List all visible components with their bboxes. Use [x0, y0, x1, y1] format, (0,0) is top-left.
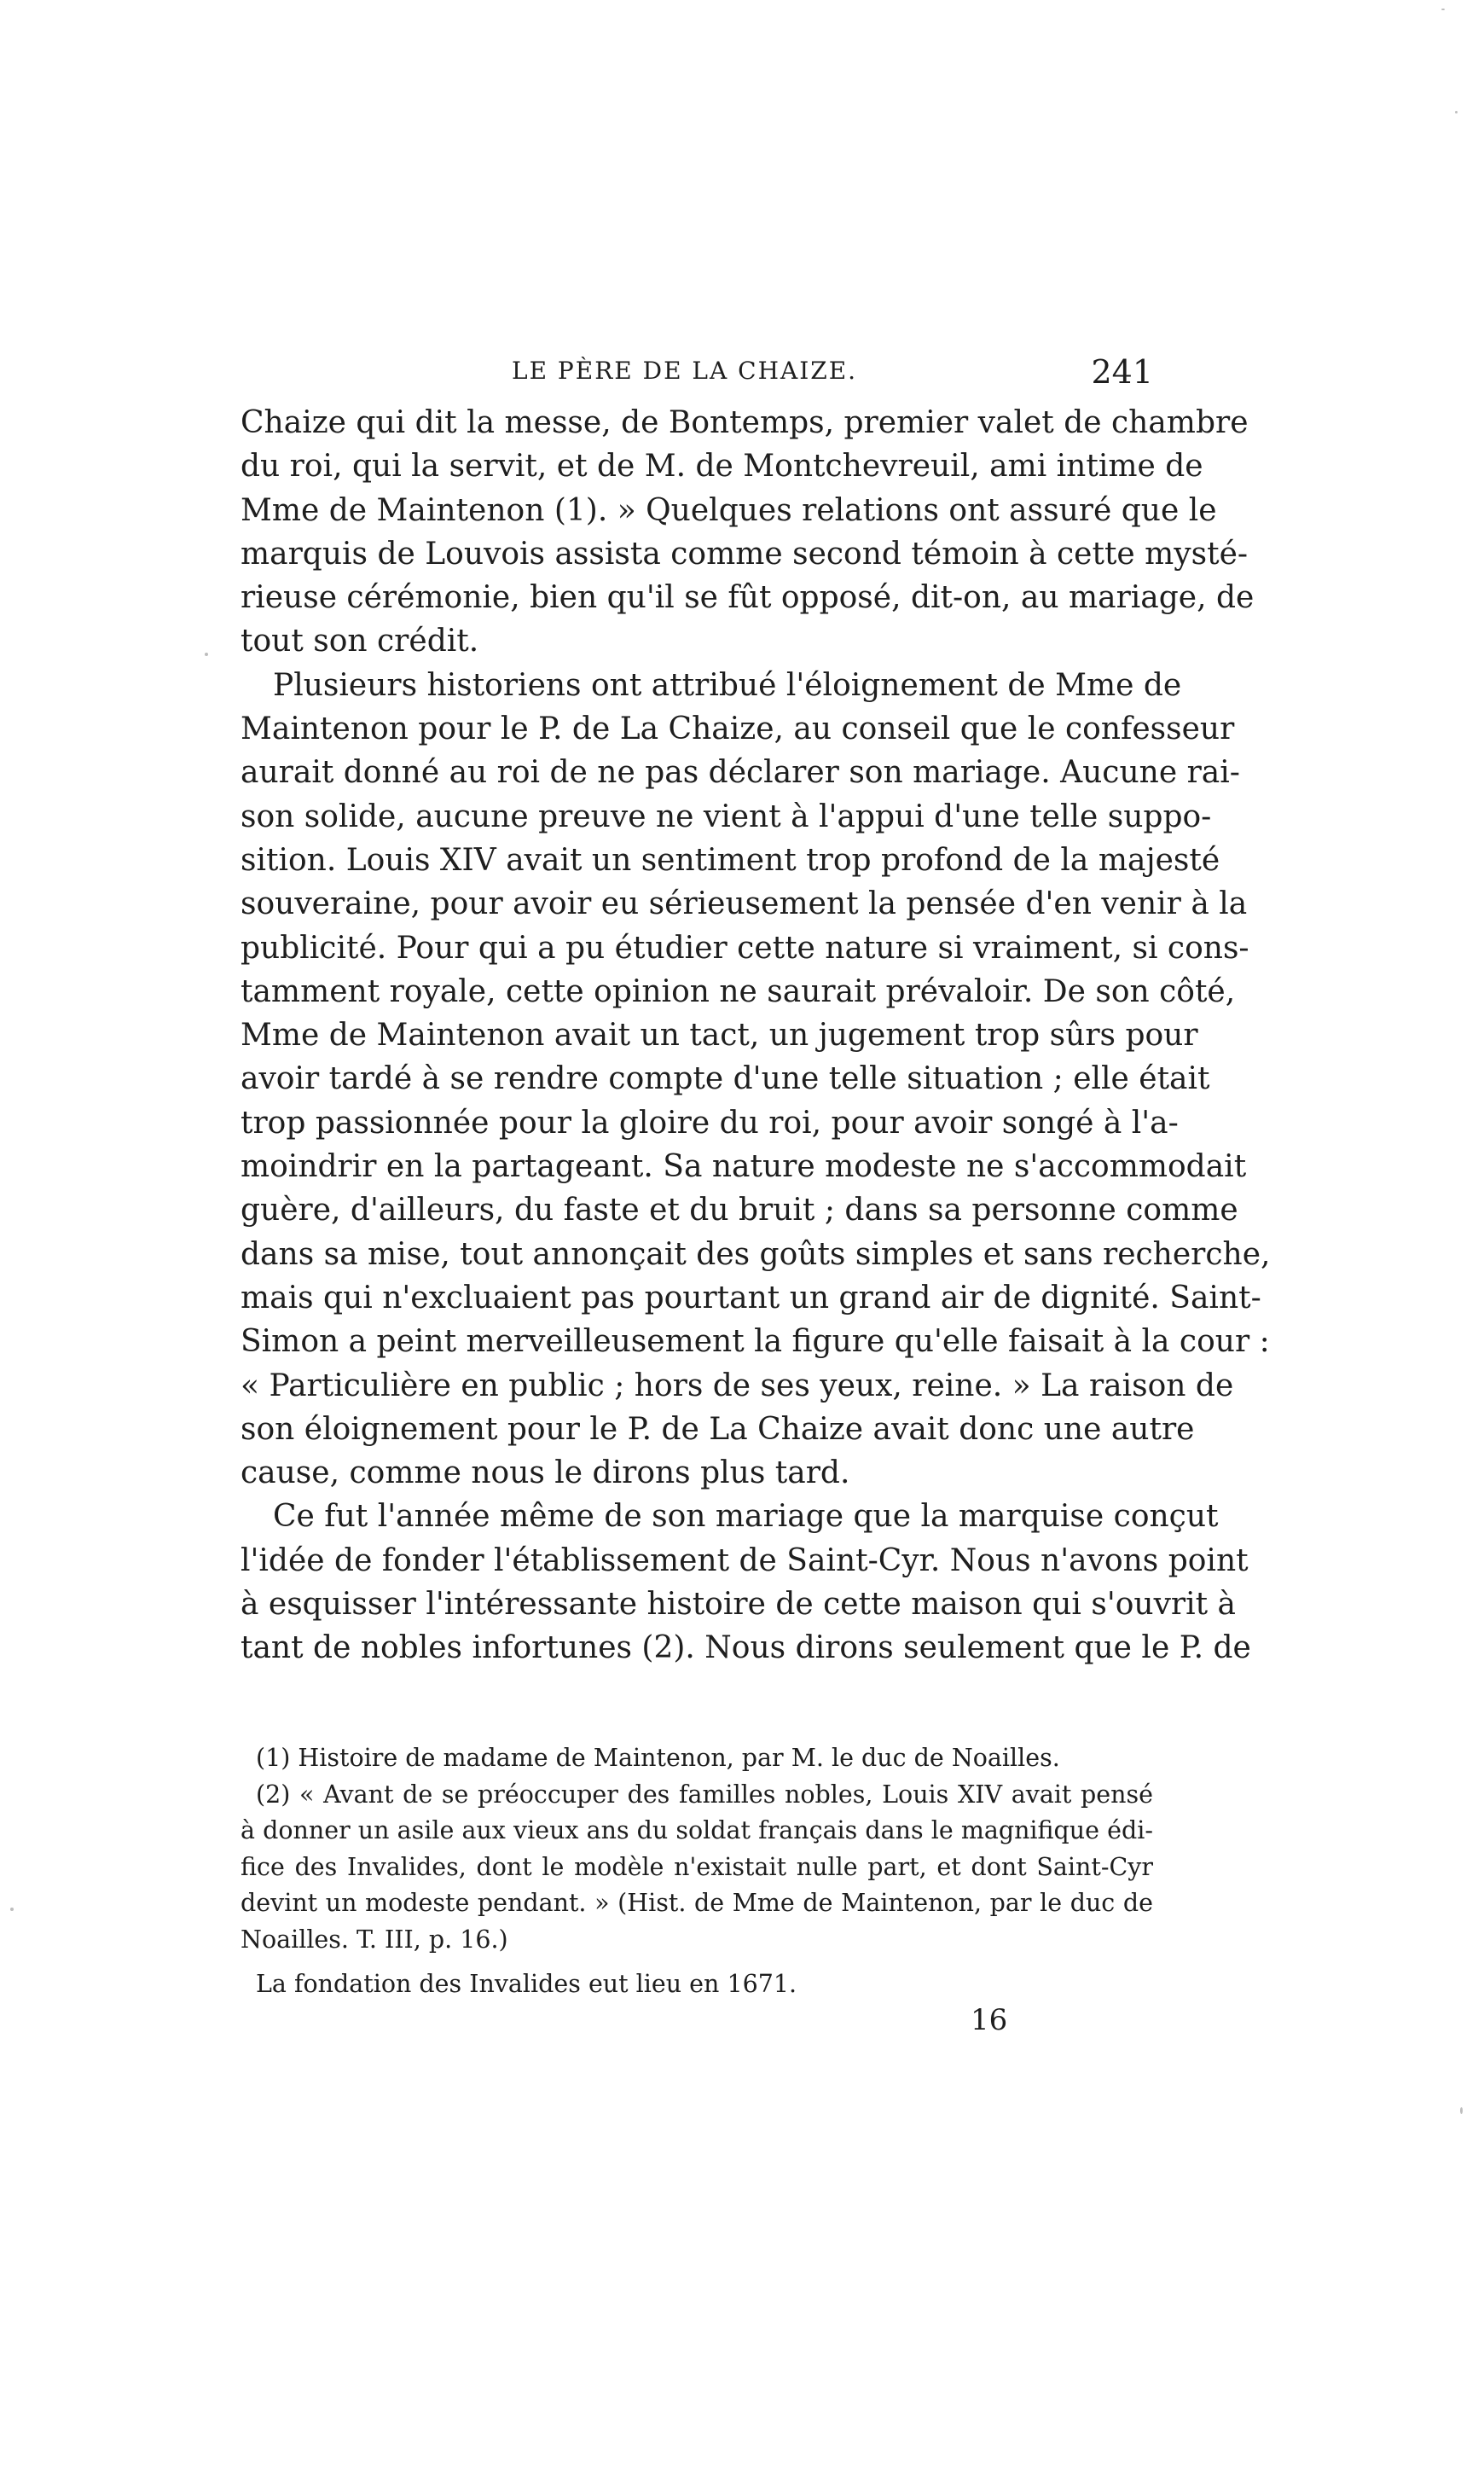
footnote-line: Noailles. T. III, p. 16.)	[241, 1925, 508, 1954]
text-line: Mme de Maintenon (1). » Quelques relations ont assuré que le	[241, 492, 1217, 528]
text-line: aurait donné au roi de ne pas déclarer son mariage. Aucune rai-	[241, 755, 1240, 791]
text-line: Simon a peint merveilleusement la figure qu'elle faisait à la cour :	[241, 1324, 1270, 1360]
text-line: du roi, qui la servit, et de M. de Montchevreuil, ami intime de	[241, 449, 1203, 485]
text-line: Ce fut l'année même de son mariage que la marquise conçut	[273, 1499, 1219, 1535]
text-line: son éloignement pour le P. de La Chaize avait donc une autre	[241, 1411, 1195, 1447]
text-line: Plusieurs historiens ont attribué l'éloignement de Mme de	[273, 667, 1182, 703]
text-line: guère, d'ailleurs, du faste et du bruit ; dans sa personne comme	[241, 1193, 1238, 1228]
text-line: Mme de Maintenon avait un tact, un jugement trop sûrs pour	[241, 1018, 1198, 1054]
text-line: moindrir en la partageant. Sa nature modeste ne s'accommodait	[241, 1149, 1247, 1185]
text-line: rieuse cérémonie, bien qu'il se fût opposé, dit-on, au mariage, de	[241, 580, 1255, 616]
paper-speck	[1455, 111, 1458, 113]
main-text	[241, 401, 1271, 1670]
footnote-line: (1) Histoire de madame de Maintenon, par M. le duc de Noailles.	[256, 1744, 1060, 1772]
text-line: tamment royale, cette opinion ne saurait prévaloir. De son côté,	[241, 973, 1236, 1009]
footnote-line: fice des Invalides, dont le modèle n'existait nulle part, et dont Saint-Cyr	[241, 1852, 1153, 1881]
text-line: publicité. Pour qui a pu étudier cette nature si vraiment, si cons-	[241, 930, 1249, 966]
text-line: trop passionnée pour la gloire du roi, pour avoir songé à l'a-	[241, 1105, 1179, 1141]
text-line: à esquisser l'intéressante histoire de cette maison qui s'ouvrit à	[241, 1587, 1237, 1623]
footnote-line: à donner un asile aux vieux ans du soldat français dans le magnifique édi-	[241, 1816, 1153, 1844]
text-line: dans sa mise, tout annonçait des goûts simples et sans recherche,	[241, 1236, 1271, 1272]
text-line: Maintenon pour le P. de La Chaize, au conseil que le confesseur	[241, 711, 1235, 747]
text-line: son solide, aucune preuve ne vient à l'appui d'une telle suppo-	[241, 799, 1212, 834]
paper-speck	[205, 653, 208, 656]
paper-speck	[1460, 2107, 1463, 2114]
text-line: marquis de Louvois assista comme second témoin à cette mysté-	[241, 536, 1249, 572]
paper-speck	[10, 1908, 14, 1911]
text-line: l'idée de fonder l'établissement de Saint-Cyr. Nous n'avons point	[241, 1542, 1249, 1578]
text-line: souveraine, pour avoir eu sérieusement la pensée d'en venir à la	[241, 886, 1248, 922]
running-title: LE PÈRE DE LA CHAIZE.	[512, 357, 858, 385]
text-line: mais qui n'excluaient pas pourtant un grand air de dignité. Saint-	[241, 1280, 1261, 1316]
footnote-line: devint un modeste pendant. » (Hist. de Mme de Maintenon, par le duc de	[241, 1889, 1153, 1917]
text-line: avoir tardé à se rendre compte d'une telle situation ; elle était	[241, 1061, 1210, 1097]
paper-speck	[1441, 9, 1445, 10]
text-line: Chaize qui dit la messe, de Bontemps, premier valet de chambre	[241, 405, 1249, 440]
text-line: tout son crédit.	[241, 624, 479, 659]
footnote-line: (2) « Avant de se préoccuper des familles nobles, Louis XIV avait pensé	[256, 1780, 1153, 1809]
text-line: sition. Louis XIV avait un sentiment trop profond de la majesté	[241, 842, 1220, 878]
text-line: tant de nobles infortunes (2). Nous dirons seulement que le P. de	[241, 1630, 1251, 1666]
footnote-line: La fondation des Invalides eut lieu en 1671.	[256, 1970, 797, 1998]
text-line: « Particulière en public ; hors de ses yeux, reine. » La raison de	[241, 1368, 1234, 1403]
text-line: cause, comme nous le dirons plus tard.	[241, 1455, 850, 1491]
running-header	[241, 353, 1153, 391]
page-number: 241	[1091, 353, 1153, 391]
signature-mark: 16	[971, 2003, 1008, 2037]
footnotes	[241, 1732, 1153, 2003]
